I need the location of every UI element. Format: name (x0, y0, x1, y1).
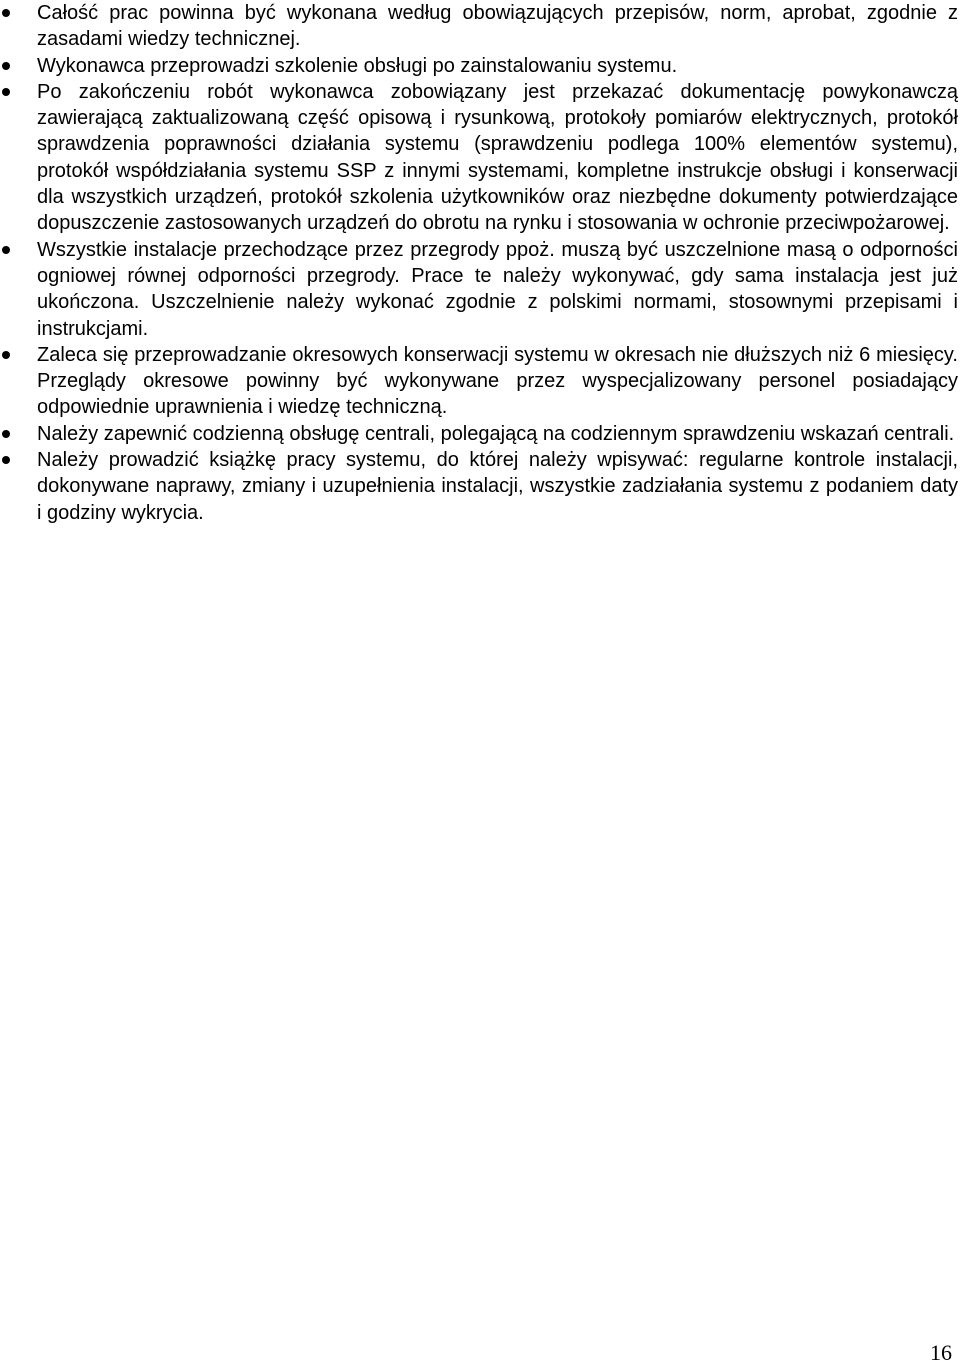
bullet-text: Należy zapewnić codzienną obsługę centrali, polegającą na codziennym sprawdzeniu wskazań centrali. (37, 422, 955, 445)
bullet-icon (2, 351, 10, 359)
bullet-item-quality (0, 0, 958, 53)
bullet-text: Po zakończeniu robót wykonawca zobowiązany jest przekazać dokumentację powykonawczą zawierającą zaktualizowaną część opisową i rysunkową, protokoły pomiarów elektrycznych, protokół sprawdzenia poprawności działania systemu (sprawdzeniu podlega 100% elementów systemu), protokół współdziałania systemu SSP z innymi systemami, kompletne instrukcje obsługi i konserwacji dla wszystkich urządzeń, protokół szkolenia użytkowników oraz niezbędne dokumenty potwierdzające dopuszczenie zastosowanych urządzeń do obrotu na rynku i stosowania w ochronie przeciwpożarowej. (37, 80, 958, 235)
bullet-item-logbook (0, 447, 958, 526)
bullet-text: Zaleca się przeprowadzanie okresowych konserwacji systemu w okresach nie dłuższych niż 6 miesięcy. Przeglądy okresowe powinny być wykonywane przez wyspecjalizowany personel posiadający odpowiednie uprawnienia i wiedzę techniczną. (37, 343, 958, 419)
bullet-icon (2, 456, 10, 464)
bullet-text: Wszystkie instalacje przechodzące przez przegrody ppoż. muszą być uszczelnione masą o odporności ogniowej równej odporności przegrody. Prace te należy wykonywać, gdy sama instalacja jest już ukończona. Uszczelnienie należy wykonać zgodnie z polskimi normami, stosownymi przepisami i instrukcjami. (37, 238, 958, 340)
bullet-item-daily-service (0, 421, 958, 447)
bullet-icon (2, 246, 10, 254)
bullet-item-training (0, 53, 958, 79)
requirements-bullet-list (0, 0, 958, 526)
bullet-text: Należy prowadzić książkę pracy systemu, do której należy wpisywać: regularne kontrole instalacji, dokonywane naprawy, zmiany i uzupełnienia instalacji, wszystkie zadziałania systemu z podaniem daty i godziny wykrycia. (37, 449, 958, 524)
bullet-text: Całość prac powinna być wykonana według obowiązujących przepisów, norm, aprobat, zgodnie z zasadami wiedzy technicznej. (37, 2, 958, 51)
bullet-item-documentation (0, 79, 958, 237)
bullet-icon (2, 88, 10, 96)
page-number: 16 (930, 1340, 952, 1365)
bullet-icon (2, 430, 10, 438)
bullet-icon (2, 9, 10, 17)
bullet-item-fire-sealing (0, 237, 958, 342)
bullet-item-maintenance (0, 342, 958, 421)
bullet-text: Wykonawca przeprowadzi szkolenie obsługi po zainstalowaniu systemu. (37, 54, 678, 77)
bullet-icon (2, 62, 10, 70)
